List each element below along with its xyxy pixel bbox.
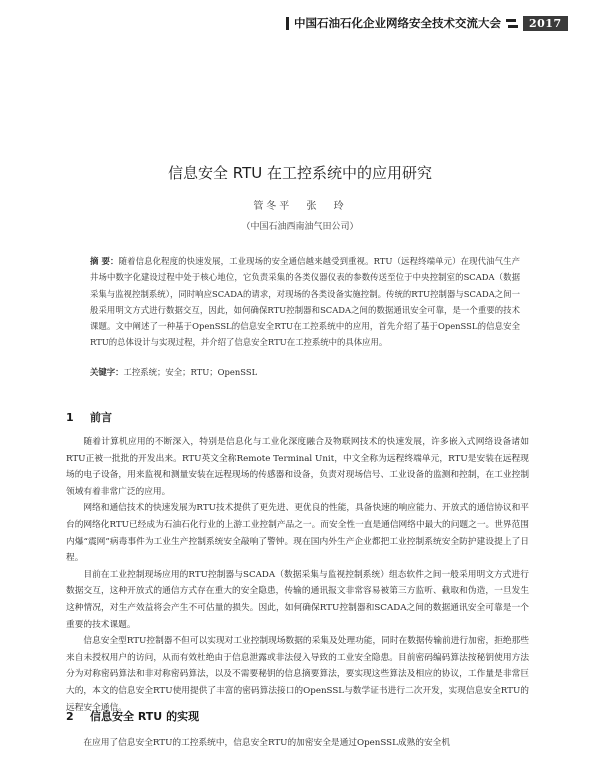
body-paragraph: 目前在工业控制现场应用的RTU控制器与SCADA（数据采集与监视控制系统）组态软件之间一般采用明文方式进行数据交互，这种开放式的通信方式存在重大的安全隐患，传输的通讯报文非常容易被第三方监听、截取和伪造，一旦发生这种情况，对生产效益将会产生不可估量的损失。因此，如何确保RTU控制器和SCADA之间的数据通讯安全可靠是一个重要的技术课题。 bbox=[66, 569, 529, 630]
keywords-label: 关键字： bbox=[90, 367, 124, 377]
paper-title: 信息安全 RTU 在工控系统中的应用研究 bbox=[167, 164, 432, 182]
header-year-badge: 2017 bbox=[523, 16, 568, 31]
paper-affiliation: （中国石油西南油气田公司） bbox=[241, 222, 359, 232]
section-1-title: 前言 bbox=[90, 411, 112, 424]
header-bar-mark bbox=[286, 17, 289, 30]
paper-authors: 管冬平 张 玲 bbox=[253, 201, 347, 212]
section-2-heading bbox=[66, 708, 199, 724]
section-1-heading bbox=[66, 409, 112, 425]
body-paragraph: 网络和通信技术的快速发展为RTU技术提供了更先进、更优良的性能，具备快速的响应能力、开放式的通信协议和平台的网络化RTU已经成为石油石化行业的上游工业控制产品之一。而安全性一直是通信网络中最大的问题之一。世界范围内爆“震网”病毒事件为工业生产控制系统安全敲响了警钟。现在国内外生产企业都把工业控制系统安全防护建设提上了日程。 bbox=[66, 503, 529, 564]
keywords-text: 工控系统；安全；RTU；OpenSSL bbox=[123, 367, 258, 377]
header-separator-icon bbox=[506, 19, 518, 28]
body-paragraph: 信息安全型RTU控制器不但可以实现对工业控制现场数据的采集及处理功能，同时在数据传输前进行加密，拒绝那些来自未授权用户的访问，从而有效杜绝由于信息泄露或非法侵入导致的工业安全隐患。目前密码编码算法按秘钥使用方法分为对称密码算法和非对称密码算法，以及不需要秘钥的信息摘要算法，要实现这些算法及相应的协议，工作量是非常巨大的，本文的信息安全RTU使用提供了丰富的密码算法接口的OpenSSL与数学证书进行二次开发，实现信息安全RTU的远程安全通信。 bbox=[66, 636, 529, 713]
abstract bbox=[90, 253, 520, 351]
section-2-number: 2 bbox=[66, 710, 74, 723]
section-1-number: 1 bbox=[66, 411, 74, 424]
running-header bbox=[286, 14, 568, 32]
section-2-title: 信息安全 RTU 的实现 bbox=[90, 710, 200, 723]
abstract-text: 随着信息化程度的快速发展，工业现场的安全通信越来越受到重视。RTU（远程终端单元）在现代油气生产井场中数字化建设过程中处于核心地位，它负责采集的各类仪器仪表的参数传送至位于中央控制室的SCADA（数据采集与监视控制系统），同时响应SCADA的请求，对现场的各类设备实施控制。传统的RTU控制器与SCADA之间一般采用明文方式进行数据交互，因此，如何确保RTU控制器和SCADA之间的数据通讯安全可靠，是一个重要的技术课题。文中阐述了一种基于OpenSSL的信息安全RTU在工控系统中的应用，首先介绍了基于OpenSSL的信息安全RTU的总体设计与实现过程，并介绍了信息安全RTU在工控系统中的具体应用。 bbox=[90, 256, 520, 348]
section-1-body bbox=[66, 434, 529, 716]
section-2-body bbox=[66, 735, 529, 752]
body-paragraph: 随着计算机应用的不断深入，特别是信息化与工业化深度融合及物联网技术的快速发展，许多嵌入式网络设备诸如RTU正被一批批的开发出来。RTU英文全称Remote Terminal Unit，中文全称为远程终端单元，RTU是安装在远程现场的电子设备，用来监视和测量安装在远程现场的传感器和设备，负责对现场信号、工业设备的监测和控制，在工业控制领域有着非常广泛的应用。 bbox=[66, 437, 529, 497]
body-paragraph: 在应用了信息安全RTU的工控系统中，信息安全RTU的加密安全是通过OpenSSL成熟的安全机 bbox=[83, 738, 451, 748]
keywords bbox=[90, 365, 520, 379]
header-journal-title: 中国石油石化企业网络安全技术交流大会 bbox=[294, 16, 501, 30]
abstract-label: 摘 要： bbox=[90, 256, 119, 266]
